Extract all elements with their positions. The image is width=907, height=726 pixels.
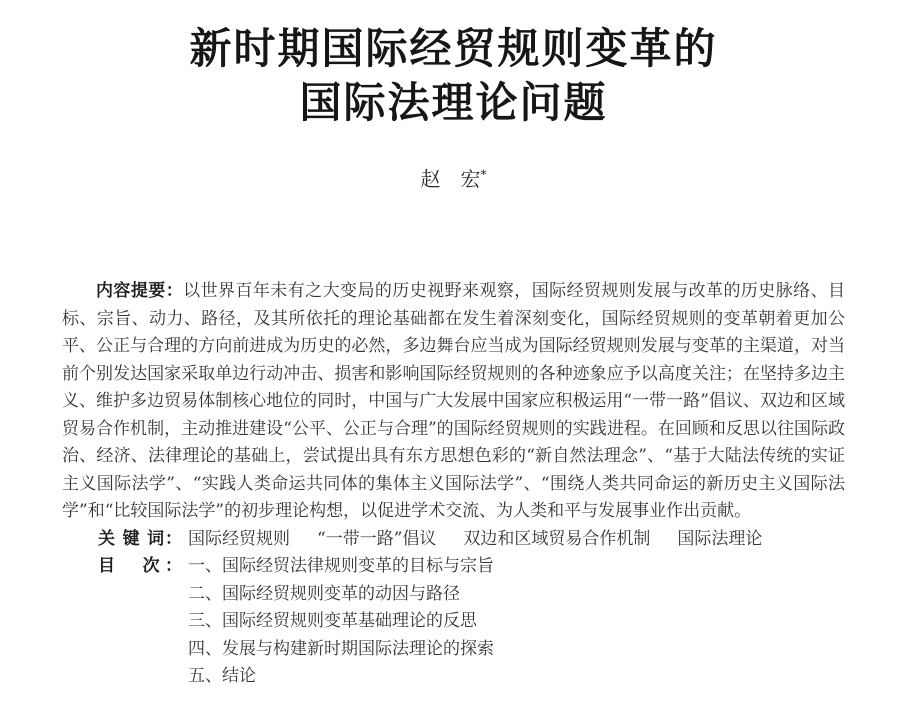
page-content [62, 22, 845, 691]
article-title-line: 新时期国际经贸规则变革的 [189, 24, 718, 73]
keyword-item: 国际法理论 [677, 528, 763, 549]
abstract-label: 内容提要： [96, 281, 184, 301]
abstract-paragraph [62, 278, 845, 526]
keyword-item: “一带一路”倡议 [317, 528, 437, 549]
toc-label: 目 次： [98, 556, 182, 576]
toc-item: 一、国际经贸法律规则变革的目标与宗旨 [188, 556, 494, 576]
toc-item: 二、国际经贸规则变革的动因与路径 [188, 583, 460, 604]
keywords-row [98, 526, 845, 554]
keyword-item: 双边和区域贸易合作机制 [463, 528, 651, 549]
toc-item: 四、发展与构建新时期国际法理论的探索 [188, 638, 494, 659]
toc-list [188, 553, 494, 691]
keyword-item: 国际经贸规则 [188, 528, 290, 549]
toc-item: 五、结论 [188, 666, 256, 686]
keywords-label: 关 键 词： [98, 528, 182, 549]
article-title-line: 国际法理论问题 [299, 78, 608, 127]
toc-item: 三、国际经贸规则变革基础理论的反思 [188, 611, 477, 631]
author-footnote-mark: * [480, 167, 487, 182]
article-title [62, 22, 845, 130]
toc-row [98, 553, 845, 691]
author-name: 赵 宏 [420, 167, 481, 191]
abstract-text: 以世界百年未有之大变局的历史视野来观察，国际经贸规则发展与改革的历史脉络、目标、宗旨、动力、路径，及其所依托的理论基础都在发生着深刻变化，国际经贸规则的变革朝着更加公平、公正与合理的方向前进成为历史的必然，多边舞台应当成为国际经贸规则发展与变革的主渠道，对当前个别发达国家采取单边行动冲击、损害和影响国际经贸规则的各种迹象应予以高度关注；在坚持多边主义、维护多边贸易体制核心地位的同时，中国与广大发展中国家应积极运用“一带一路”倡议、双边和区域贸易合作机制，主动推进建设“公平、公正与合理”的国际经贸规则的实践进程。在回顾和反思以往国际政治、经济、法律理论的基础上，尝试提出具有东方思想色彩的“新自然法理念”、“基于大陆法传统的实证主义国际法学”、“实践人类命运共同体的集体主义国际法学”、“围绕人类共同命运的新历史主义国际法学”和“比较国际法学”的初步理论构想，以促进学术交流、为人类和平与发展事业作出贡献。 [62, 281, 846, 521]
author-line [62, 168, 845, 190]
keywords-list [188, 526, 762, 554]
